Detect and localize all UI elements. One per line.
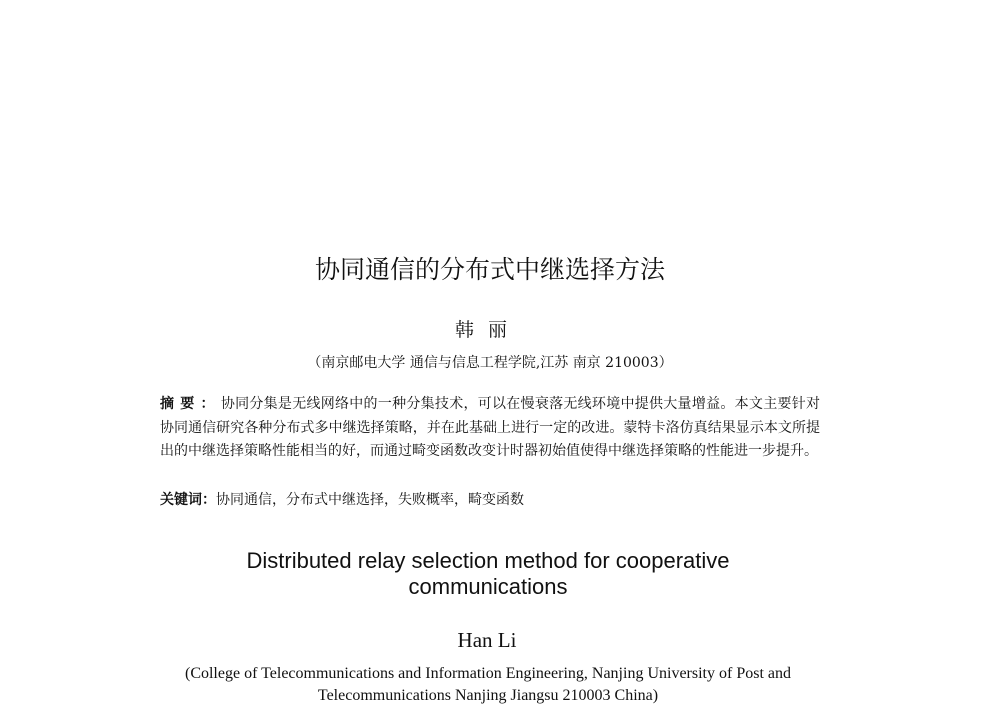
english-author: Han Li [457, 628, 517, 652]
abstract-text: 协同分集是无线网络中的一种分集技术，可以在慢衰落无线环境中提供大量增益。本文主要针对协同通信研究各种分布式多中继选择策略，并在此基础上进行一定的改进。蒙特卡洛仿真结果显示本文所提出的中继选择策略性能相当的好，而通过畸变函数改变计时器初始值使得中继选择策略的性能进一步提升。 [160, 396, 821, 459]
english-affiliation-line: Telecommunications Nanjing Jiangsu 210003 China) [317, 687, 659, 704]
english-affiliation-line: (College of Telecommunications and Information Engineering, Nanjing University of Post and [184, 665, 791, 682]
english-affiliation [0, 663, 988, 707]
chinese-title: 协同通信的分布式中继选择方法 [314, 255, 665, 284]
chinese-affiliation: （南京邮电大学 通信与信息工程学院,江苏 南京 210003） [307, 355, 673, 371]
chinese-author: 韩丽 [454, 319, 521, 341]
keywords-text: 协同通信，分布式中继选择，失败概率，畸变函数 [216, 492, 524, 508]
chinese-abstract [160, 393, 820, 464]
abstract-label: 摘要： [160, 396, 221, 412]
chinese-keywords [160, 489, 524, 509]
english-title-line: communications [408, 574, 568, 599]
english-title-line: Distributed relay selection method for cooperative [246, 548, 730, 573]
english-title [0, 548, 988, 600]
keywords-label: 关键词： [160, 492, 216, 508]
